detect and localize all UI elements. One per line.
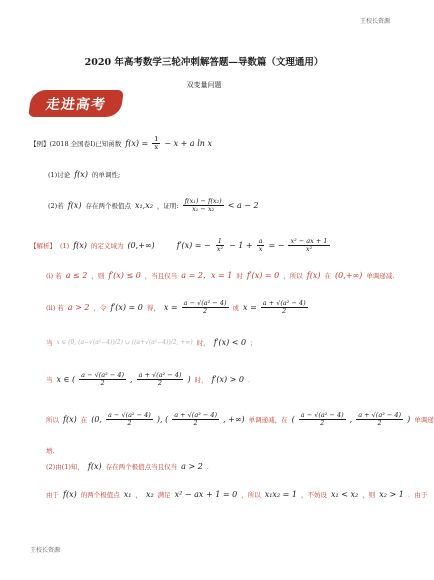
s6-comma: , <box>349 415 353 425</box>
s5-close: ) <box>187 375 191 385</box>
s6-frac4 <box>356 412 403 428</box>
page-title: 2020 年高考数学三轮冲刺解答题—导数篇（文理通用） <box>84 57 324 68</box>
q2-numerator: f(x₁) − f(x₂) <box>184 197 222 205</box>
q2-function: f(x) <box>67 201 82 211</box>
s1-d1: x² <box>216 245 223 254</box>
question-1 <box>48 170 120 179</box>
function-rest: − x + a ln x <box>164 139 212 149</box>
s5-frac2 <box>137 372 184 388</box>
s4-ineq: f′(x) < 0 <box>213 338 247 347</box>
s5-n1: a − √(a² − 4) <box>81 371 125 379</box>
s1-frac2 <box>257 238 265 254</box>
s3-x: x = <box>163 303 178 313</box>
s3-a: (ii) 若 <box>46 304 64 313</box>
s2-ineq: f′(x) ≤ 0 <box>108 271 141 280</box>
s5-d1: 2 <box>100 379 105 388</box>
s6-a: 所以 <box>46 416 59 425</box>
s9-x1: x₁ <box>123 490 132 499</box>
s3-b: ，令 <box>93 304 107 313</box>
s6-frac2 <box>172 412 219 428</box>
function-fraction <box>152 136 160 152</box>
s1-mid: − 1 + <box>229 241 253 251</box>
header-watermark: 王校长资源 <box>359 18 390 25</box>
s6-n1: a − √(a² − 4) <box>107 411 151 419</box>
s1-d3: x² <box>305 245 313 254</box>
s9-gt: x₂ > 1 <box>379 490 404 499</box>
s3-eq: f′(x) = 0 <box>110 303 143 313</box>
s6-open2: ( <box>291 415 295 425</box>
s1-deriv: f′(x) = − <box>176 241 211 251</box>
s1-n2: a <box>258 237 263 245</box>
s6-n4: a + √(a² − 4) <box>358 411 402 419</box>
s3-d1: 2 <box>203 307 208 316</box>
s6-c: 单调递减，在 <box>248 416 288 425</box>
q1-text: (1)讨论 <box>48 171 71 179</box>
s4-a: 当 <box>46 339 53 347</box>
s1-domain: (0,+∞) <box>127 241 155 251</box>
s6-close: , +∞) <box>223 415 245 425</box>
s9-eq: x² − ax + 1 = 0 <box>174 490 238 499</box>
s9-b: 的两个极值点 <box>80 491 120 499</box>
s1-frac1 <box>215 238 225 254</box>
s6-open: (0, <box>91 415 102 425</box>
solution-line-9 <box>46 490 427 499</box>
s1-n3: x² − ax + 1 <box>290 237 328 245</box>
s3-d2: 2 <box>282 307 287 316</box>
s1-n1: 1 <box>217 237 222 245</box>
section-badge-label: 走进高考 <box>44 96 107 113</box>
s2-f: f(x) <box>306 271 321 280</box>
s3-frac1 <box>182 300 229 316</box>
s5-n2: a + √(a² − 4) <box>138 371 182 379</box>
question-2 <box>48 198 259 214</box>
s8-c: . <box>206 462 209 471</box>
solution-line-6 <box>46 412 434 428</box>
solution-line-3 <box>46 300 308 316</box>
s5-comma: , <box>130 375 133 385</box>
solution-line-4 <box>46 338 257 347</box>
solution-label: 【解析】 <box>30 242 56 251</box>
s6-mid: ), ( <box>156 415 169 425</box>
s3-c: 得， <box>146 304 160 313</box>
s3-cond: a > 2 <box>67 303 90 313</box>
footer-watermark: 王校长资源 <box>30 547 61 554</box>
section-badge <box>28 90 124 117</box>
q2-mid: 存在两个极值点 <box>85 202 131 211</box>
s9-g: ，则 <box>362 491 376 499</box>
s8-a: (2)由(1)知， <box>46 463 84 471</box>
s6-frac1 <box>106 412 153 428</box>
s9-d: 满足 <box>157 491 171 499</box>
s9-h: ．由于 <box>407 491 428 499</box>
q2-denominator: x₁ − x₂ <box>192 205 215 214</box>
solution-line-8 <box>46 462 209 471</box>
s6-frac3 <box>299 412 346 428</box>
s9-ord: x₁ < x₂ <box>331 490 359 499</box>
s1-eq: = − <box>268 241 285 251</box>
s3-n1: a − √(a² − 4) <box>183 299 227 307</box>
s6-d4: 2 <box>377 419 382 428</box>
s6-d: 单调递 <box>414 416 434 425</box>
s2-c: ，当且仅当 <box>144 272 178 280</box>
q2-text: (2)若 <box>48 202 64 211</box>
s8-b: 存在两个极值点当且仅当 <box>105 463 178 471</box>
q2-fraction <box>183 198 224 214</box>
s6-f: f(x) <box>63 415 77 425</box>
s6-d1: 2 <box>127 419 132 428</box>
s4-c: ； <box>250 339 257 347</box>
s9-c: ， <box>135 491 142 499</box>
s1-d2: x <box>258 245 263 254</box>
s6-close2: ) <box>407 415 411 425</box>
q1-function: f(x) <box>74 170 88 179</box>
s2-b: ，则 <box>91 272 105 280</box>
s8-f: f(x) <box>87 462 102 471</box>
q1-end: 的单调性; <box>91 171 121 179</box>
s9-prod: x₁x₂ = 1 <box>264 490 298 499</box>
s8-cond: a > 2 <box>181 462 203 471</box>
s3-n2: a + √(a² − 4) <box>262 299 306 307</box>
s9-a: 由于 <box>46 491 59 499</box>
s4-b: 时， <box>196 339 210 347</box>
q2-prove: ，证明: <box>156 202 179 211</box>
s6-n3: a − √(a² − 4) <box>300 411 344 419</box>
s2-g: 在 <box>324 272 331 280</box>
s5-a: 当 <box>46 376 53 385</box>
s5-frac1 <box>79 372 126 388</box>
s6-d3: 2 <box>320 419 325 428</box>
s1-a: (1) <box>60 241 70 250</box>
s9-f2: ，不妨设 <box>301 491 328 499</box>
s1-b: 的定义域为 <box>90 242 124 251</box>
s5-d2: 2 <box>157 379 163 388</box>
s2-cond: a ≤ 2 <box>65 271 88 280</box>
fraction-numerator: 1 <box>154 135 159 143</box>
page-subtitle: 双变量问题 <box>186 81 222 89</box>
s6-b: 在 <box>80 416 88 425</box>
s3-x2: x = <box>243 303 257 313</box>
s2-e: ，所以 <box>283 272 303 280</box>
solution-line-2 <box>46 270 394 281</box>
s9-f: f(x) <box>63 490 77 499</box>
s3-or: 或 <box>232 304 240 313</box>
s5-ineq: f′(x) > 0 <box>211 375 244 385</box>
s5-c: ． <box>247 376 255 385</box>
s2-h: 单调递减. <box>366 272 395 280</box>
s4-interval: x ∈ (0, (a−√(a²−4))/2) ∪ ((a+√(a²−4))/2, +∞) <box>56 339 193 346</box>
q2-vars: x₁,x₂ <box>134 201 153 211</box>
s2-zero: f′(x) = 0 <box>246 271 280 280</box>
s5-b: 时， <box>194 376 208 385</box>
q2-rhs: < a − 2 <box>227 201 259 211</box>
s1-f: f(x) <box>73 241 87 251</box>
s2-d: 时 <box>236 272 243 280</box>
function-lhs: f(x) = <box>125 139 149 149</box>
s9-x2: x₂ <box>145 490 154 499</box>
problem-statement <box>30 136 212 152</box>
fraction-denominator: x <box>154 143 159 152</box>
s3-frac2 <box>261 300 308 316</box>
problem-label: 【例】(2018 全国卷Ⅰ)已知函数 <box>30 140 122 149</box>
solution-line-1 <box>30 238 330 254</box>
s2-eq: a = 2，x = 1 <box>181 271 233 280</box>
s9-e: ，所以 <box>241 491 261 499</box>
s6-d2: 2 <box>193 419 198 428</box>
s2-dom: (0,+∞) <box>334 271 363 280</box>
solution-line-7: 增. <box>46 447 55 455</box>
s2-a: (i) 若 <box>46 272 62 280</box>
s5-x: x ∈ ( <box>56 375 76 385</box>
solution-line-5 <box>46 372 254 388</box>
s6-n2: a + √(a² − 4) <box>174 411 218 419</box>
s1-frac3 <box>288 238 329 254</box>
